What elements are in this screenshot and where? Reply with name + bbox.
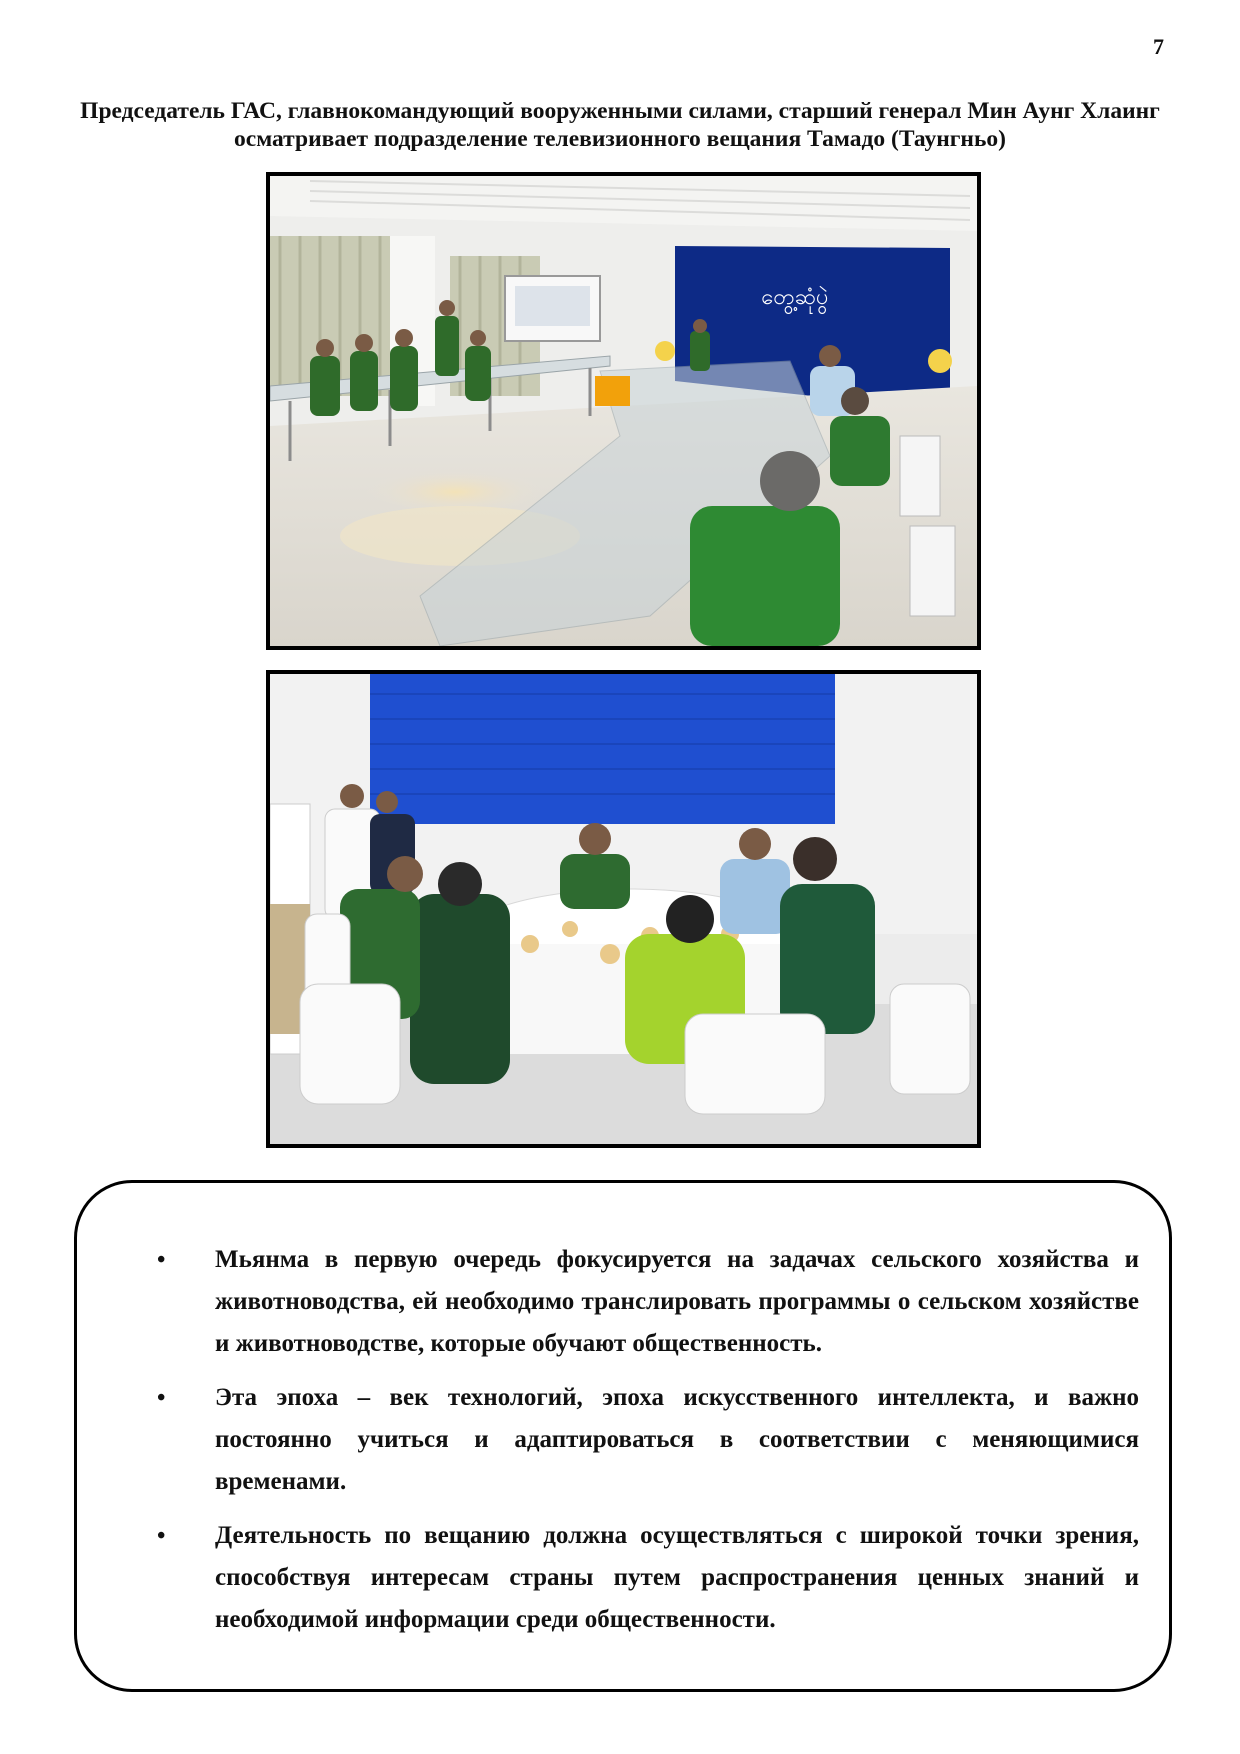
list-item-text: Деятельность по вещанию должна осуществляться с широкой точки зрения, способствуя интересам страны путем распространения ценных знаний и необходимой информации среди общественности. bbox=[215, 1522, 1139, 1633]
notes-list bbox=[141, 1239, 1139, 1653]
backdrop-banner-text: တွေ့ဆုံပွဲ bbox=[761, 285, 829, 310]
list-item-text: Мьянма в первую очередь фокусируется на задачах сельского хозяйства и животноводства, ей необходимо транслировать программы о сельском хозяйстве и животноводстве, которые обучают общественность. bbox=[215, 1246, 1139, 1357]
meeting-room-image bbox=[270, 176, 977, 646]
meeting-room-photo bbox=[266, 172, 981, 650]
list-item bbox=[141, 1239, 1139, 1365]
page-number: 7 bbox=[1153, 34, 1164, 59]
page-title: Председатель ГАС, главнокомандующий вооруженными силами, старший генерал Мин Аунг Хлаинг осматривает подразделение телевизионного вещания Тамадо (Таунгньо) bbox=[80, 98, 1160, 152]
bullet-icon: • bbox=[157, 1523, 166, 1549]
lunch-image bbox=[270, 674, 977, 1144]
bullet-icon: • bbox=[157, 1247, 166, 1273]
bullet-icon: • bbox=[157, 1385, 166, 1411]
lunch-photo bbox=[266, 670, 981, 1148]
list-item bbox=[141, 1515, 1139, 1641]
list-item-text: Эта эпоха – век технологий, эпоха искусственного интеллекта, и важно постоянно учиться и адаптироваться в соответствии с меняющимися временами. bbox=[215, 1384, 1139, 1495]
list-item bbox=[141, 1377, 1139, 1503]
notes-box bbox=[74, 1180, 1172, 1692]
